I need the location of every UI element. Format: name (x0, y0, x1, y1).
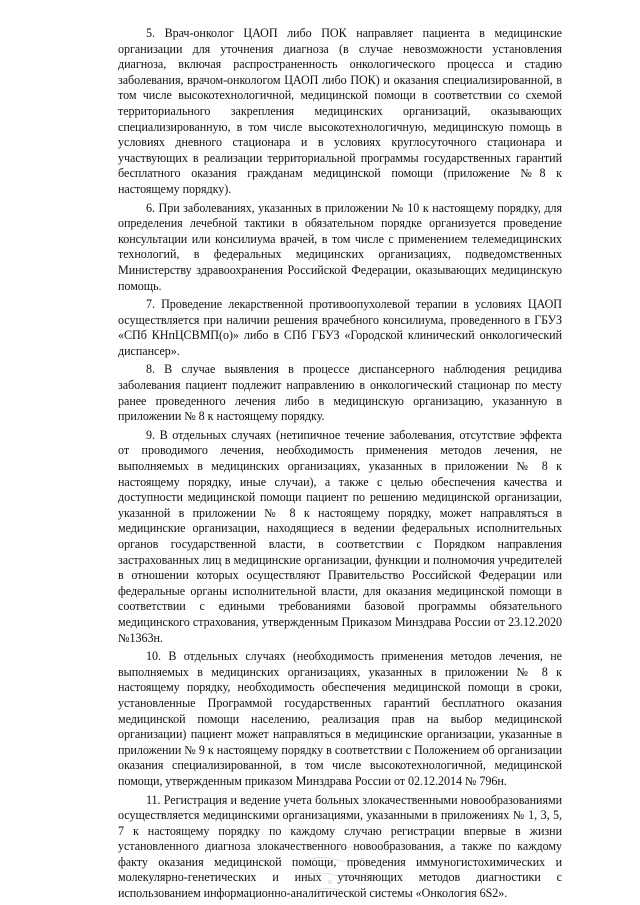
paragraph-6: 6. При заболеваниях, указанных в приложении № 10 к настоящему порядку, для определения лечебной тактики в обязательном порядке организуется проведение консультации или консилиума врачей, в том числе с применением телемедицинских технологий, в федеральных медицинских организациях, подведомственных Министерству здравоохранения Российской Федерации, оказывающих медицинскую помощь. (118, 200, 562, 293)
paragraph-10: 10. В отдельных случаях (необходимость применения методов лечения, не выполняемых в медицинских организациях, указанных в приложении № 8 к настоящему порядку, необходимость обеспечения медицинской помощи в сроки, установленные Программой государственных гарантий бесплатного оказания медицинской помощи населению, реализация прав на выбор медицинской организации) пациент может направляться в медицинские организации, указанные в приложении № 9 к настоящему порядку в соответствии с Положением об организации оказания специализированной, в том числе высокотехнологичной, медицинской помощи, утвержденным приказом Минздрава России от 02.12.2014 № 796н. (118, 649, 562, 788)
paragraph-8: 8. В случае выявления в процессе диспансерного наблюдения рецидива заболевания пациент подлежит направлению в онкологический стационар по месту ранее проведенного лечения либо в медицинскую организацию, указанную в приложении № 8 к настоящему порядку. (118, 362, 562, 424)
paragraph-11: 11. Регистрация и ведение учета больных злокачественными новообразованиями осуществляется медицинскими организациями, указанными в приложениях № 1, 3, 5, 7 к настоящему порядку по каждому случаю регистрации впервые в жизни установленного диагноза злокачественного новообразования, а также по каждому факту оказания медицинской помощи, проведения иммуногистохимических и молекулярно-генетических и иных уточняющих методов диагностики с использованием информационно-аналитической системы «Онкология 6S2». (118, 792, 562, 901)
paragraph-5: 5. Врач-онколог ЦАОП либо ПОК направляет пациента в медицинские организации для уточнения диагноза (в случае невозможности установления диагноза, включая распространенность онкологического процесса и стадию заболевания, врачом-онкологом ЦАОП либо ПОК) и оказания специализированной, в том числе высокотехнологичной, медицинской помощи в соответствии со схемой территориального закрепления медицинских организаций, оказывающих специализированную, в том числе высокотехнологичную, медицинскую помощь в условиях дневного стационара и в условиях круглосуточного стационара и участвующих в реализации территориальной программы государственных гарантий бесплатного оказания гражданам медицинской помощи (приложение №8 к настоящему порядку). (118, 26, 562, 196)
paragraph-9: 9. В отдельных случаях (нетипичное течение заболевания, отсутствие эффекта от проводимого лечения, необходимость применения методов лечения, не выполняемых в медицинских организациях, указанных в приложении № 8 к настоящему порядку, иные случаи), а также с целью обеспечения качества и доступности медицинской помощи пациент по решению медицинской организации, указанной в приложении № 8 к настоящему порядку, может направляться в медицинские организации, находящиеся в ведении федеральных исполнительных органов государственной власти, в соответствии с Порядком направления застрахованных лиц в медицинские организации, функции и полномочия учредителей в отношении которых осуществляют Правительство Российской Федерации или федеральные органы исполнительной власти, для оказания медицинской помощи в соответствии с едиными требованиями базовой программы обязательного медицинского страхования, утвержденным Приказом Минздрава России от 23.12.2020 №1363н. (118, 427, 562, 645)
paragraph-7: 7. Проведение лекарственной противоопухолевой терапии в условиях ЦАОП осуществляется при наличии решения врачебного консилиума, проведенного в ГБУЗ «СПб КНпЦСВМП(о)» либо в СПб ГБУЗ «Городской клинический онкологический диспансер». (118, 297, 562, 358)
faint-stamp-mark (290, 838, 400, 898)
